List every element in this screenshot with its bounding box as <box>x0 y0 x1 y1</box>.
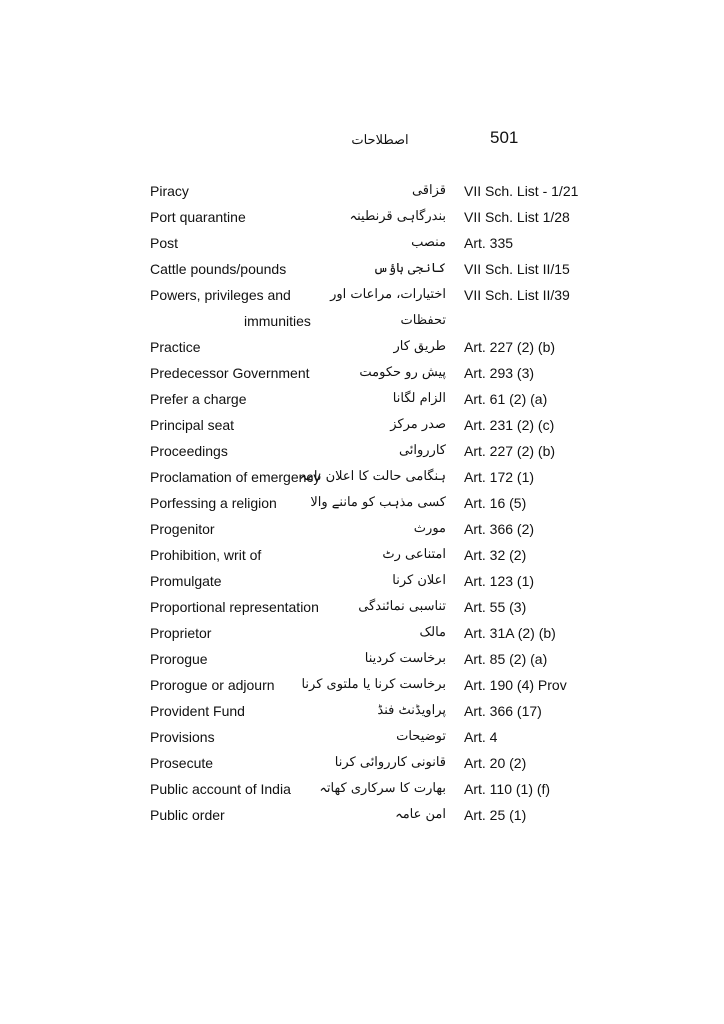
article-reference: Art. 20 (2) <box>464 755 527 771</box>
urdu-term-text: اعلان کرنا <box>392 573 446 588</box>
article-reference: Art. 335 <box>464 235 514 251</box>
article-reference: Art. 366 (17) <box>464 703 542 719</box>
urdu-term <box>296 438 446 464</box>
article-reference: Art. 172 (1) <box>464 469 535 485</box>
article-reference: Art. 32 (2) <box>464 547 527 563</box>
urdu-term-text: طریق کار <box>393 339 446 354</box>
glossary-row <box>0 360 724 386</box>
english-term-text: Practice <box>150 339 201 355</box>
glossary-row <box>0 568 724 594</box>
glossary-row <box>0 282 724 334</box>
article-reference: Art. 4 <box>464 729 498 745</box>
article-reference: VII Sch. List II/15 <box>464 261 570 277</box>
urdu-term <box>296 178 446 204</box>
urdu-term-text: برخاست کرنا یا ملتوی کرنا <box>301 677 446 692</box>
english-term-text: Port quarantine <box>150 209 246 225</box>
article-reference: Art. 31A (2) (b) <box>464 625 556 641</box>
page-number: 501 <box>490 128 519 147</box>
glossary-row <box>0 594 724 620</box>
english-term-text: Promulgate <box>150 573 222 589</box>
urdu-term <box>296 620 446 646</box>
glossary-row <box>0 334 724 360</box>
urdu-term <box>296 204 446 230</box>
urdu-term <box>296 386 446 412</box>
article-reference: Art. 85 (2) (a) <box>464 651 548 667</box>
glossary-row <box>0 412 724 438</box>
urdu-term <box>296 256 446 282</box>
glossary-row <box>0 802 724 828</box>
urdu-term-text: کارروائی <box>398 443 446 458</box>
urdu-term-text: بندرگاہی قرنطینہ <box>349 209 446 224</box>
urdu-term <box>296 230 446 256</box>
english-term-text: Piracy <box>150 183 189 199</box>
glossary-row <box>0 438 724 464</box>
urdu-term-text: مورث <box>413 521 446 536</box>
urdu-term-text: برخاست کردینا <box>364 651 446 666</box>
urdu-term-text: کسی مذہب کو ماننے والا <box>310 495 446 510</box>
english-term-text: Cattle pounds/pounds <box>150 261 287 277</box>
glossary-row <box>0 490 724 516</box>
urdu-term <box>296 412 446 438</box>
urdu-term <box>296 464 446 490</box>
english-term-text: Principal seat <box>150 417 235 433</box>
article-reference: Art. 55 (3) <box>464 599 527 615</box>
english-term-text: Prorogue <box>150 651 208 667</box>
urdu-term <box>296 646 446 672</box>
english-term-text: Provident Fund <box>150 703 245 719</box>
article-reference: Art. 366 (2) <box>464 521 535 537</box>
urdu-term <box>296 490 446 516</box>
article-reference: Art. 231 (2) (c) <box>464 417 555 433</box>
urdu-term-text: الزام لگانا <box>392 391 446 406</box>
english-term-text: Proprietor <box>150 625 212 641</box>
urdu-term-text: ہنگامی حالت کا اعلان نامہ <box>299 469 446 484</box>
article-reference: Art. 16 (5) <box>464 495 527 511</box>
article-reference: Art. 227 (2) (b) <box>464 443 556 459</box>
article-reference: Art. 25 (1) <box>464 807 527 823</box>
urdu-term-text: امن عامہ <box>395 807 446 822</box>
article-reference: Art. 123 (1) <box>464 573 535 589</box>
english-term-text: Porfessing a religion <box>150 495 277 511</box>
urdu-term-text: منصب <box>411 235 446 250</box>
urdu-term-continuation: تحفظات <box>400 313 446 328</box>
glossary-row <box>0 256 724 282</box>
urdu-term <box>296 750 446 776</box>
english-term-text: Prefer a charge <box>150 391 247 407</box>
english-term-text: Prohibition, writ of <box>150 547 262 563</box>
glossary-row <box>0 620 724 646</box>
english-term-text: Public order <box>150 807 225 823</box>
urdu-term <box>296 802 446 828</box>
urdu-term-text: اختیارات، مراعات اور <box>330 287 446 302</box>
header-title-urdu: اصطلاحات <box>351 133 409 148</box>
english-term-text: Proceedings <box>150 443 228 459</box>
article-reference: VII Sch. List - 1/21 <box>464 183 579 199</box>
article-reference: VII Sch. List 1/28 <box>464 209 570 225</box>
glossary-row <box>0 724 724 750</box>
urdu-term <box>296 282 446 334</box>
urdu-term-text: قزاقی <box>411 183 446 198</box>
urdu-term-text: قانونی کارروائی کرنا <box>334 755 446 770</box>
urdu-term <box>296 698 446 724</box>
glossary-row <box>0 698 724 724</box>
urdu-term-text: کانجی ہاؤس <box>373 261 446 276</box>
urdu-term <box>296 334 446 360</box>
urdu-term-text: امتناعی رٹ <box>382 547 446 562</box>
article-reference: Art. 110 (1) (f) <box>464 781 551 797</box>
english-term-text: Provisions <box>150 729 215 745</box>
english-term-continuation: immunities <box>244 313 311 329</box>
glossary-row <box>0 386 724 412</box>
article-reference: Art. 190 (4) Prov <box>464 677 567 693</box>
english-term-text: Prosecute <box>150 755 214 771</box>
glossary-row <box>0 464 724 490</box>
glossary-row <box>0 178 724 204</box>
glossary-row <box>0 750 724 776</box>
article-reference: Art. 293 (3) <box>464 365 535 381</box>
english-term-text: Progenitor <box>150 521 215 537</box>
glossary-row <box>0 204 724 230</box>
urdu-term-text: بھارت کا سرکاری کھاتہ <box>319 781 446 796</box>
article-reference: Art. 227 (2) (b) <box>464 339 556 355</box>
urdu-term-text: مالک <box>419 625 446 640</box>
glossary-row <box>0 672 724 698</box>
glossary-row <box>0 230 724 256</box>
english-term-text: Prorogue or adjourn <box>150 677 275 693</box>
urdu-term <box>296 594 446 620</box>
english-term-text: Powers, privileges and <box>150 287 291 303</box>
article-reference: VII Sch. List II/39 <box>464 287 570 303</box>
urdu-term-text: پیش رو حکومت <box>359 365 446 380</box>
glossary-row <box>0 646 724 672</box>
glossary-row <box>0 516 724 542</box>
urdu-term-text: پراویڈنٹ فنڈ <box>377 703 446 718</box>
urdu-term <box>296 672 446 698</box>
urdu-term <box>296 776 446 802</box>
urdu-term-text: تناسبی نمائندگی <box>358 599 446 614</box>
urdu-term <box>296 516 446 542</box>
urdu-term-text: توضیحات <box>396 729 446 744</box>
urdu-term <box>296 568 446 594</box>
english-term-text: Proportional representation <box>150 599 319 615</box>
article-reference: Art. 61 (2) (a) <box>464 391 548 407</box>
urdu-term <box>296 724 446 750</box>
urdu-term <box>296 360 446 386</box>
glossary-table <box>0 178 724 828</box>
glossary-row <box>0 542 724 568</box>
page-header <box>0 128 724 158</box>
english-term-text: Proclamation of emergency <box>150 469 321 485</box>
english-term-text: Public account of India <box>150 781 291 797</box>
glossary-row <box>0 776 724 802</box>
urdu-term-text: صدر مرکز <box>390 417 446 432</box>
urdu-term <box>296 542 446 568</box>
english-term-text: Post <box>150 235 179 251</box>
english-term-text: Predecessor Government <box>150 365 310 381</box>
